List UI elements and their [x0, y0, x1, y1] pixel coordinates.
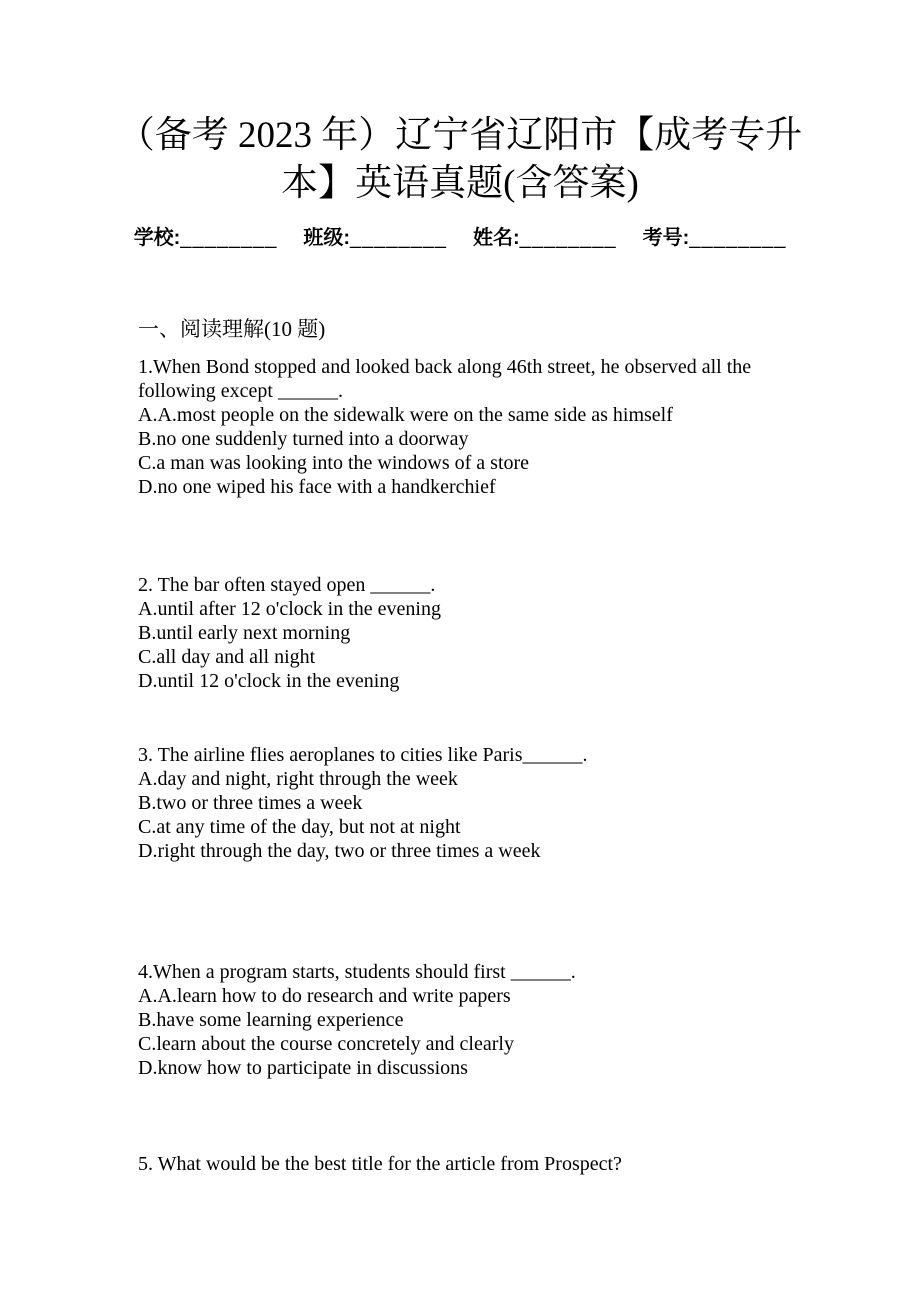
question-2-option-b: B.until early next morning [138, 622, 351, 644]
class-field [303, 224, 447, 252]
question-4-option-c: C.learn about the course concretely and clearly [138, 1033, 514, 1055]
question-2-option-a: A.until after 12 o'clock in the evening [138, 598, 441, 620]
exam-number-label: 考号: [642, 227, 690, 249]
class-label: 班级: [303, 227, 351, 249]
question-1-option-d: D.no one wiped his face with a handkerchief [138, 476, 496, 498]
question-5-text: 5. What would be the best title for the article from Prospect? [138, 1153, 622, 1175]
title-line-2: 本】英语真题(含答案) [281, 163, 639, 204]
name-blank: ________ [519, 227, 617, 249]
student-info-row [0, 224, 920, 252]
question-3-text: 3. The airline flies aeroplanes to cities like Paris______. [138, 744, 588, 766]
question-3-option-b: B.two or three times a week [138, 792, 363, 814]
question-4 [138, 960, 786, 1080]
question-3-option-d: D.right through the day, two or three times a week [138, 840, 541, 862]
question-2-text: 2. The bar often stayed open ______. [138, 574, 436, 596]
question-3 [138, 743, 786, 863]
question-4-text: 4.When a program starts, students should first ______. [138, 961, 576, 983]
school-field [134, 224, 278, 252]
title-line-1: （备考 2023 年）辽宁省辽阳市【成考专升 [117, 115, 803, 156]
question-1-text: 1.When Bond stopped and looked back along 46th street, he observed all the following except ______. [138, 356, 752, 402]
question-3-option-c: C.at any time of the day, but not at night [138, 816, 461, 838]
question-2-option-d: D.until 12 o'clock in the evening [138, 670, 400, 692]
section-heading: 一、阅读理解(10 题) [138, 317, 326, 341]
document-title [0, 0, 920, 208]
exam-number-field [643, 224, 787, 252]
question-2 [138, 573, 786, 693]
question-4-option-a: A.A.learn how to do research and write papers [138, 985, 511, 1007]
question-2-option-c: C.all day and all night [138, 646, 316, 668]
exam-number-blank: ________ [689, 227, 787, 249]
question-5 [138, 1152, 786, 1176]
name-label: 姓名: [473, 227, 520, 249]
question-4-option-b: B.have some learning experience [138, 1009, 404, 1031]
question-4-option-d: D.know how to participate in discussions [138, 1057, 468, 1079]
question-1-option-b: B.no one suddenly turned into a doorway [138, 428, 469, 450]
name-field [473, 224, 617, 252]
school-blank: ________ [180, 227, 278, 249]
question-1 [138, 355, 786, 499]
question-3-option-a: A.day and night, right through the week [138, 768, 458, 790]
question-1-option-a: A.A.most people on the sidewalk were on the same side as himself [138, 404, 673, 426]
question-list [138, 355, 786, 1176]
question-1-option-c: C.a man was looking into the windows of a store [138, 452, 530, 474]
school-label: 学校: [133, 227, 181, 249]
class-blank: ________ [350, 227, 447, 249]
